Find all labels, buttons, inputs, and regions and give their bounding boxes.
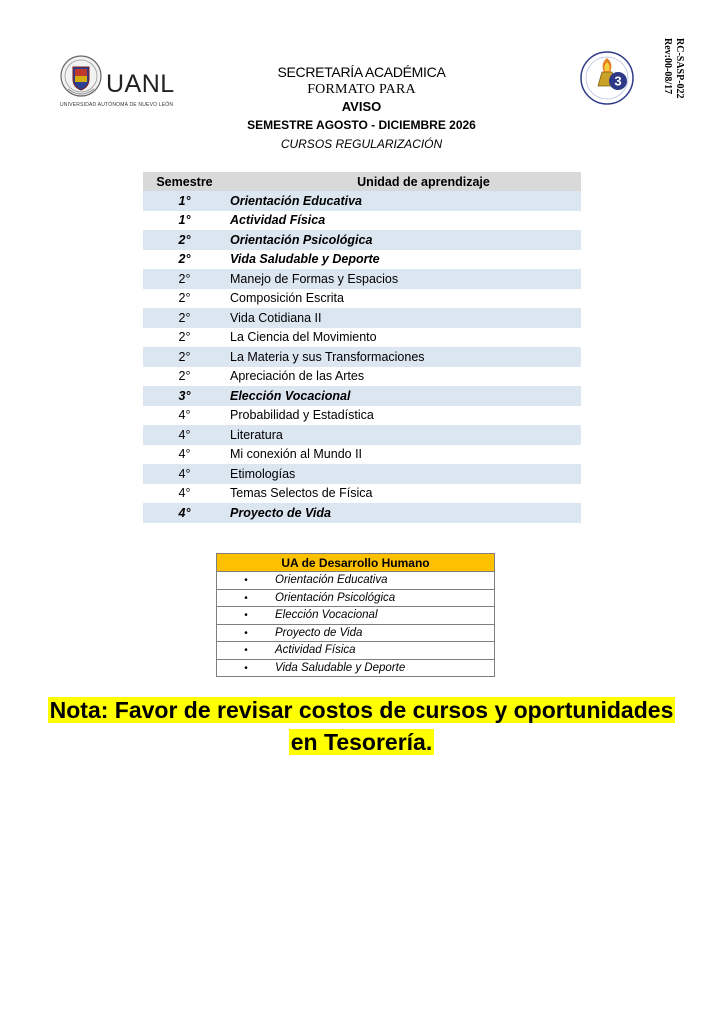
semester-cell: 3° bbox=[143, 386, 226, 406]
semester-cell: 4° bbox=[143, 503, 226, 523]
code-line-2: Rev:00-08/17 bbox=[662, 38, 673, 95]
course-cell: Temas Selectos de Física bbox=[230, 486, 373, 501]
dh-item: Proyecto de Vida bbox=[275, 626, 363, 639]
bullet-icon: • bbox=[244, 610, 248, 622]
course-cell: La Materia y sus Transformaciones bbox=[226, 347, 581, 367]
table-row bbox=[143, 425, 581, 445]
course-cell: Probabilidad y Estadística bbox=[230, 408, 374, 423]
note-line-1: Nota: Favor de revisar costos de cursos y oportunidades bbox=[49, 697, 674, 723]
bullet-icon: • bbox=[244, 592, 248, 604]
list-item bbox=[217, 659, 495, 677]
table-row bbox=[143, 406, 581, 426]
table-row bbox=[143, 464, 581, 484]
header-secretaria: SECRETARÍA ACADÉMICA bbox=[277, 64, 446, 80]
semester-cell: 2° bbox=[178, 330, 191, 345]
dh-header: UA de Desarrollo Humano bbox=[217, 554, 495, 572]
semester-cell: 4° bbox=[178, 408, 191, 423]
semester-cell: 2° bbox=[178, 291, 191, 306]
table-row bbox=[143, 308, 581, 328]
bullet-icon: • bbox=[244, 645, 248, 657]
semester-cell: 1° bbox=[143, 191, 226, 211]
table-row bbox=[143, 250, 581, 270]
list-item bbox=[217, 607, 495, 625]
dh-item: Vida Saludable y Deporte bbox=[275, 661, 406, 674]
course-cell: Mi conexión al Mundo II bbox=[230, 447, 363, 462]
uanl-subtitle: UNIVERSIDAD AUTÓNOMA DE NUEVO LEÓN bbox=[60, 102, 174, 108]
semester-cell: 2° bbox=[143, 308, 226, 328]
table-row bbox=[143, 230, 581, 250]
table-row bbox=[143, 484, 581, 504]
list-item bbox=[217, 624, 495, 642]
table-row bbox=[143, 445, 581, 465]
semester-cell: 4° bbox=[143, 425, 226, 445]
course-cell: Vida Saludable y Deporte bbox=[230, 252, 380, 267]
course-cell: Literatura bbox=[226, 425, 581, 445]
dh-item: Elección Vocacional bbox=[275, 609, 378, 622]
table-row bbox=[143, 328, 581, 348]
semester-cell: 2° bbox=[178, 252, 191, 267]
course-cell: Composición Escrita bbox=[230, 291, 344, 306]
table-row bbox=[143, 347, 581, 367]
prepa-number: 3 bbox=[614, 73, 622, 89]
header-semestre: SEMESTRE AGOSTO - DICIEMBRE 2026 bbox=[247, 118, 476, 132]
semester-cell: 2° bbox=[178, 369, 191, 384]
course-cell: Manejo de Formas y Espacios bbox=[226, 269, 581, 289]
col-semestre: Semestre bbox=[143, 172, 226, 191]
courses-table bbox=[143, 172, 581, 523]
semester-cell: 4° bbox=[178, 486, 191, 501]
course-cell: Orientación Psicológica bbox=[226, 230, 581, 250]
course-cell: La Ciencia del Movimiento bbox=[230, 330, 377, 345]
course-cell: Actividad Física bbox=[230, 213, 326, 228]
list-item bbox=[217, 572, 495, 590]
header-aviso: AVISO bbox=[341, 99, 382, 114]
bullet-icon: • bbox=[244, 662, 248, 674]
dh-item: Orientación Educativa bbox=[275, 574, 388, 587]
semester-cell: 2° bbox=[143, 269, 226, 289]
course-cell: Orientación Educativa bbox=[226, 191, 581, 211]
dh-header-row bbox=[217, 554, 495, 572]
semester-cell: 1° bbox=[178, 213, 191, 228]
course-cell: Apreciación de las Artes bbox=[230, 369, 365, 384]
list-item bbox=[217, 589, 495, 607]
dh-item: Orientación Psicológica bbox=[275, 591, 396, 604]
semester-cell: 2° bbox=[143, 230, 226, 250]
semester-cell: 2° bbox=[143, 347, 226, 367]
table-header-row bbox=[143, 172, 581, 191]
header-cursos: CURSOS REGULARIZACIÓN bbox=[280, 137, 443, 151]
code-line-1: RC-SASP-022 bbox=[674, 38, 685, 99]
uanl-wordmark: UANL bbox=[106, 70, 175, 98]
table-row bbox=[143, 211, 581, 231]
course-cell: Vida Cotidiana II bbox=[226, 308, 581, 328]
bullet-icon: • bbox=[244, 627, 248, 639]
semester-cell: 4° bbox=[143, 464, 226, 484]
dh-item: Actividad Física bbox=[275, 644, 356, 657]
note-line-2: en Tesorería. bbox=[290, 729, 433, 755]
course-cell: Elección Vocacional bbox=[226, 386, 581, 406]
note bbox=[0, 694, 723, 758]
course-cell: Proyecto de Vida bbox=[226, 503, 581, 523]
table-row bbox=[143, 269, 581, 289]
table-row bbox=[143, 191, 581, 211]
table-row bbox=[143, 386, 581, 406]
header-formato: FORMATO PARA bbox=[307, 82, 416, 97]
course-cell: Etimologías bbox=[226, 464, 581, 484]
col-unidad: Unidad de aprendizaje bbox=[226, 172, 581, 191]
list-item bbox=[217, 642, 495, 660]
bullet-icon: • bbox=[244, 575, 248, 587]
desarrollo-humano-table bbox=[216, 553, 495, 677]
table-row bbox=[143, 503, 581, 523]
table-row bbox=[143, 289, 581, 309]
semester-cell: 4° bbox=[178, 447, 191, 462]
table-row bbox=[143, 367, 581, 387]
